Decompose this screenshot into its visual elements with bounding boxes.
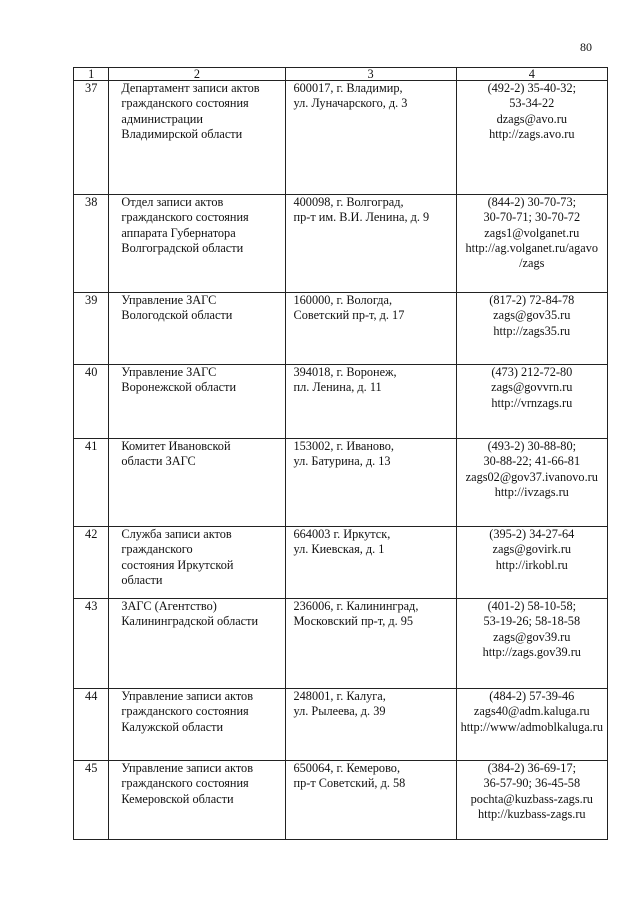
- office-contacts-line: http://zags.gov39.ru: [482, 644, 581, 659]
- office-contacts-line: (492-2) 35-40-32;: [487, 81, 577, 95]
- office-contacts-line: 36-57-90; 36-45-58: [483, 776, 581, 791]
- header-col-2: 2: [109, 68, 285, 81]
- office-address-line: пр-т Советский, д. 58: [293, 776, 406, 791]
- office-name-line: Отдел записи актов: [121, 195, 224, 209]
- office-name: [109, 527, 285, 599]
- table-row: [74, 293, 608, 365]
- row-number: 37: [74, 81, 109, 195]
- office-address: [285, 689, 456, 761]
- office-contacts-line: zags@govvrn.ru: [491, 380, 573, 395]
- office-address-line: ул. Рылеева, д. 39: [293, 704, 386, 719]
- office-contacts-line: zags@gov35.ru: [493, 308, 571, 323]
- office-address-line: ул. Батурина, д. 13: [293, 454, 391, 469]
- table-row: [74, 599, 608, 689]
- office-name-line: Департамент записи актов: [121, 81, 260, 95]
- office-name-line: Управление записи актов: [121, 761, 253, 775]
- office-address-line: ул. Луначарского, д. 3: [293, 96, 408, 111]
- office-address: [285, 81, 456, 195]
- office-name-line: гражданского: [121, 542, 193, 557]
- row-number: 41: [74, 439, 109, 527]
- office-name-line: Владимирской области: [121, 126, 243, 141]
- office-name-line: администрации: [121, 111, 203, 126]
- registry-offices-table: [73, 67, 608, 840]
- office-name-line: Кемеровской области: [121, 791, 234, 806]
- office-contacts-line: 53-34-22: [509, 96, 555, 111]
- header-col-3: 3: [285, 68, 456, 81]
- office-name: [109, 439, 285, 527]
- office-contacts-line: (395-2) 34-27-64: [489, 527, 575, 541]
- office-contacts-line: /zags: [519, 256, 545, 271]
- office-name-line: области: [121, 572, 163, 587]
- office-contacts-line: http://ivzags.ru: [494, 484, 569, 499]
- office-name-line: гражданского состояния: [121, 96, 249, 111]
- office-name-line: гражданского состояния: [121, 704, 249, 719]
- office-name: [109, 761, 285, 840]
- office-contacts-line: zags40@adm.kaluga.ru: [473, 704, 590, 719]
- office-name-line: Управление ЗАГС: [121, 365, 217, 379]
- office-address-line: 400098, г. Волгоград,: [293, 195, 404, 209]
- office-name-line: ЗАГС (Агентство): [121, 599, 217, 613]
- office-name: [109, 365, 285, 439]
- office-contacts-line: 30-70-71; 30-70-72: [483, 210, 581, 225]
- office-contacts-line: zags@gov39.ru: [493, 629, 571, 644]
- office-address-line: ул. Киевская, д. 1: [293, 542, 385, 557]
- row-number: 44: [74, 689, 109, 761]
- office-contacts-line: 30-88-22; 41-66-81: [483, 454, 581, 469]
- office-contacts-line: http://zags35.ru: [493, 323, 571, 338]
- office-contacts: [456, 439, 607, 527]
- office-address: [285, 527, 456, 599]
- office-name-line: области ЗАГС: [121, 454, 196, 469]
- office-contacts-line: http://kuzbass-zags.ru: [478, 806, 586, 821]
- office-name-line: состояния Иркутской: [121, 557, 234, 572]
- office-name-line: Вологодской области: [121, 308, 233, 323]
- row-number: 45: [74, 761, 109, 840]
- office-name: [109, 689, 285, 761]
- office-address: [285, 599, 456, 689]
- office-address-line: 600017, г. Владимир,: [293, 81, 403, 95]
- office-address-line: 650064, г. Кемерово,: [293, 761, 401, 775]
- row-number: 42: [74, 527, 109, 599]
- table-row: [74, 365, 608, 439]
- office-name-line: Служба записи актов: [121, 527, 232, 541]
- office-contacts-line: (844-2) 30-70-73;: [487, 195, 577, 209]
- office-contacts: [456, 599, 607, 689]
- office-name-line: гражданского состояния: [121, 210, 249, 225]
- office-address-line: 248001, г. Калуга,: [293, 689, 386, 703]
- office-contacts-line: http://ag.volganet.ru/agavo: [465, 240, 599, 255]
- office-contacts-line: http://irkobl.ru: [495, 557, 568, 572]
- office-address: [285, 761, 456, 840]
- office-name-line: Комитет Ивановской: [121, 439, 231, 453]
- office-contacts-line: (401-2) 58-10-58;: [487, 599, 577, 613]
- row-number: 38: [74, 195, 109, 293]
- row-number: 40: [74, 365, 109, 439]
- office-name: [109, 195, 285, 293]
- office-contacts: [456, 689, 607, 761]
- office-name-line: Калужской области: [121, 719, 224, 734]
- office-contacts: [456, 761, 607, 840]
- office-name-line: Управление ЗАГС: [121, 293, 217, 307]
- office-address-line: Московский пр-т, д. 95: [293, 614, 414, 629]
- table-row: [74, 439, 608, 527]
- office-address-line: 160000, г. Вологда,: [293, 293, 393, 307]
- office-address-line: пр-т им. В.И. Ленина, д. 9: [293, 210, 430, 225]
- page-number: 80: [580, 40, 592, 54]
- office-contacts: [456, 195, 607, 293]
- office-contacts-line: (384-2) 36-69-17;: [487, 761, 577, 775]
- office-contacts-line: zags@govirk.ru: [492, 542, 572, 557]
- office-contacts: [456, 293, 607, 365]
- office-address: [285, 195, 456, 293]
- header-col-4: 4: [456, 68, 607, 81]
- office-address-line: 153002, г. Иваново,: [293, 439, 395, 453]
- table-row: [74, 195, 608, 293]
- office-name: [109, 293, 285, 365]
- office-contacts-line: http://vrnzags.ru: [491, 395, 573, 410]
- office-contacts: [456, 81, 607, 195]
- office-address: [285, 365, 456, 439]
- row-number: 39: [74, 293, 109, 365]
- office-address-line: 664003 г. Иркутск,: [293, 527, 391, 541]
- office-contacts-line: (817-2) 72-84-78: [489, 293, 575, 307]
- office-contacts-line: (473) 212-72-80: [491, 365, 573, 379]
- office-address-line: 394018, г. Воронеж,: [293, 365, 397, 379]
- office-name-line: аппарата Губернатора: [121, 225, 236, 240]
- office-contacts-line: (484-2) 57-39-46: [489, 689, 575, 703]
- table-row: [74, 81, 608, 195]
- office-contacts: [456, 365, 607, 439]
- table-header-row: [74, 68, 608, 81]
- office-name: [109, 599, 285, 689]
- office-contacts-line: http://zags.avo.ru: [489, 126, 575, 141]
- office-address-line: пл. Ленина, д. 11: [293, 380, 382, 395]
- office-address: [285, 293, 456, 365]
- office-contacts-line: http://www/admoblkaluga.ru: [460, 719, 603, 734]
- office-contacts-line: 53-19-26; 58-18-58: [483, 614, 581, 629]
- office-address-line: Советский пр-т, д. 17: [293, 308, 405, 323]
- office-address: [285, 439, 456, 527]
- office-contacts-line: dzags@avo.ru: [496, 111, 567, 126]
- table-row: [74, 761, 608, 840]
- office-name-line: Калининградской области: [121, 614, 259, 629]
- table-row: [74, 527, 608, 599]
- row-number: 43: [74, 599, 109, 689]
- header-col-1: 1: [74, 68, 109, 81]
- office-contacts-line: pochta@kuzbass-zags.ru: [470, 791, 593, 806]
- office-contacts-line: zags02@gov37.ivanovo.ru: [465, 469, 598, 484]
- office-address-line: 236006, г. Калининград,: [293, 599, 419, 613]
- office-name: [109, 81, 285, 195]
- office-name-line: Воронежской области: [121, 380, 237, 395]
- office-contacts-line: (493-2) 30-88-80;: [487, 439, 577, 453]
- office-contacts-line: zags1@volganet.ru: [484, 225, 580, 240]
- office-name-line: Волгоградской области: [121, 240, 244, 255]
- office-name-line: Управление записи актов: [121, 689, 253, 703]
- table-row: [74, 689, 608, 761]
- office-contacts: [456, 527, 607, 599]
- office-name-line: гражданского состояния: [121, 776, 249, 791]
